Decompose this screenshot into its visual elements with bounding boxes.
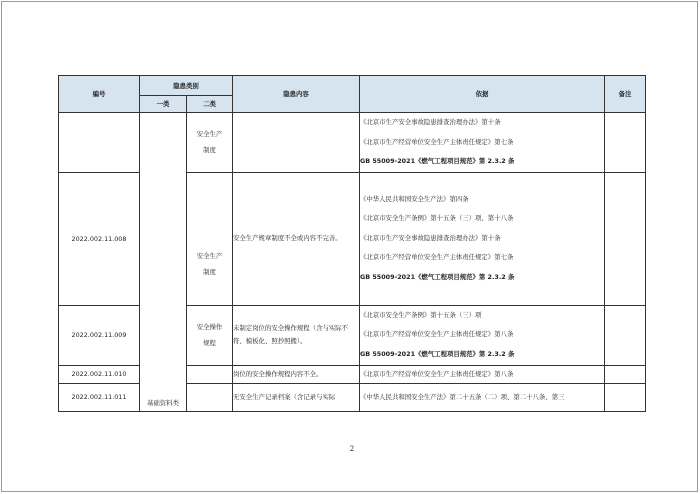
header-category: 隐患类别 [140,76,233,96]
row-cat2: 安全生产 制度 [187,172,233,305]
row-content: 未制定岗位的安全操作规程（含与实际不符、模板化、照抄照搬）。 [233,305,360,365]
row-basis: 《中华人民共和国安全生产法》第四条 《北京市安全生产条例》第十五条（三）项、第十八条 《北京市生产安全事故隐患排查治理办法》第十条 《北京市生产经营单位安全生产主体责任规定》第七条 GB 55009-2021《燃气工程项目规范》第 2.3.2 条 [360,172,605,305]
row-code: 2022.002.11.011 [59,383,140,411]
row-remark [605,383,646,411]
row-remark [605,113,646,173]
row-remark [605,172,646,305]
row-content: 安全生产规章制度不全或内容不完善。 [233,172,360,305]
cat1-cell [140,113,187,412]
header-cat1: 一类 [140,96,187,113]
row-basis: 《北京市生产经营单位安全生产主体责任规定》第八条 [360,365,605,383]
row-cat2: 安全操作 规程 [187,305,233,365]
header-cat2: 二类 [187,96,233,113]
row-basis: 《北京市生产安全事故隐患排查治理办法》第十条 《北京市生产经营单位安全生产主体责任规定》第七条 GB 55009-2021《燃气工程项目规范》第 2.3.2 条 [360,113,605,173]
row-cat2: 安全生产 制度 [187,113,233,173]
row-cat2 [187,365,233,383]
row-content: 岗位的安全操作规程内容不全。 [233,365,360,383]
row-content [233,113,360,173]
header-content: 隐患内容 [233,76,360,113]
row-content: 无安全生产记录档案（含记录与实际 [233,383,360,411]
row-code: 2022.002.11.010 [59,365,140,383]
row-remark [605,365,646,383]
document-page [1,1,698,492]
header-remark: 备注 [605,76,646,113]
row-code: 2022.002.11.008 [59,172,140,305]
row-cat2 [187,383,233,411]
table-row [59,113,646,173]
header-basis: 依据 [360,76,605,113]
row-basis: 《北京市安全生产条例》第十五条（三）项 《北京市生产经营单位安全生产主体责任规定》第八条 GB 55009-2021《燃气工程项目规范》第 2.3.2 条 [360,305,605,365]
header-code: 编号 [59,76,140,113]
row-code: 2022.002.11.009 [59,305,140,365]
row-remark [605,305,646,365]
cat1-label: 基础资料类 [147,398,179,407]
row-code [59,113,140,173]
hazard-table [58,75,646,412]
row-basis: 《中华人民共和国安全生产法》第二十五条（二）项、第二十八条、第三 [360,383,605,411]
page-number: 2 [349,445,355,453]
